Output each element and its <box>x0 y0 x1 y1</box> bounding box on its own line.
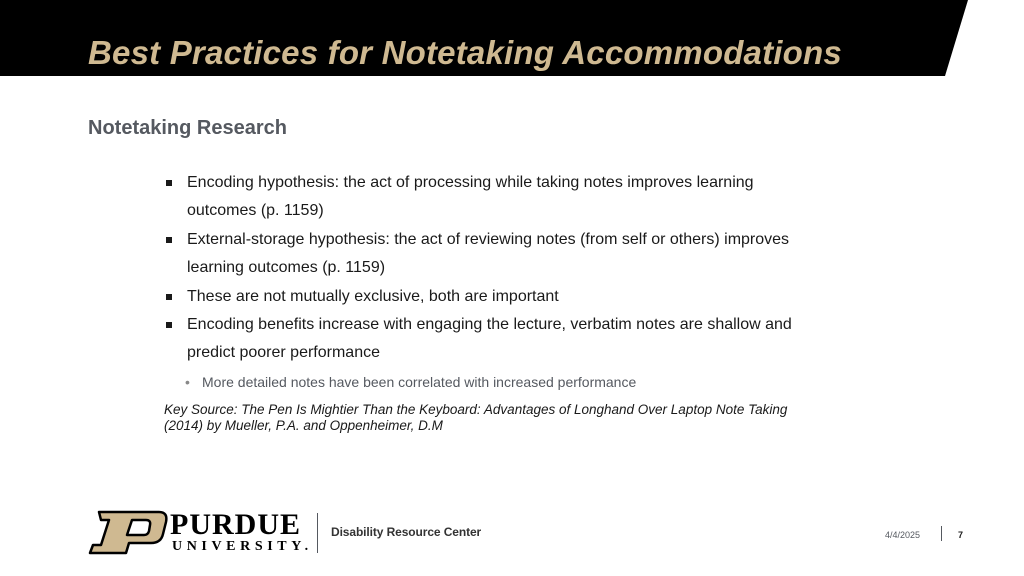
logo-divider <box>317 513 318 553</box>
purdue-p-icon <box>88 509 168 557</box>
bullet-item <box>164 311 804 368</box>
square-bullet-icon <box>166 180 172 186</box>
sub-bullet-text: More detailed notes have been correlated with increased performance <box>202 373 637 390</box>
square-bullet-icon <box>166 237 172 243</box>
purdue-logo <box>88 508 482 557</box>
logo-wordmark-university: UNIVERSITY. <box>172 539 313 554</box>
slide-date: 4/4/2025 <box>885 530 921 540</box>
bullet-text: These are not mutually exclusive, both are important <box>187 287 559 305</box>
bullet-item <box>164 283 804 311</box>
bullet-text: External-storage hypothesis: the act of reviewing notes (from self or others) improves learning outcomes (p. 1159) <box>187 230 790 277</box>
title-bar <box>0 0 1024 76</box>
bullet-list <box>164 169 804 393</box>
bullet-item <box>164 226 804 283</box>
department-name: Disability Resource Center <box>331 525 482 539</box>
bullet-text: Encoding benefits increase with engaging the lecture, verbatim notes are shallow and predict poorer performance <box>187 316 792 362</box>
slide-subtitle: Notetaking Research <box>88 117 287 139</box>
page-number: 7 <box>958 530 964 540</box>
bullet-item <box>164 169 804 226</box>
sub-bullet-item <box>164 371 804 393</box>
footer-divider <box>941 526 942 541</box>
bullet-text: Encoding hypothesis: the act of processing while taking notes improves learning outcomes (p. 1159) <box>187 174 754 220</box>
key-source-citation: Key Source: The Pen Is Mightier Than the Keyboard: Advantages of Longhand Over Laptop Note Taking (2014) by Mueller, P.A. and Oppenheimer, D.M <box>164 402 788 433</box>
round-bullet-icon: • <box>185 373 190 390</box>
square-bullet-icon <box>166 322 172 328</box>
square-bullet-icon <box>166 294 172 300</box>
slide-title: Best Practices for Notetaking Accommodations <box>88 34 842 71</box>
logo-wordmark-purdue: PURDUE <box>170 508 301 541</box>
